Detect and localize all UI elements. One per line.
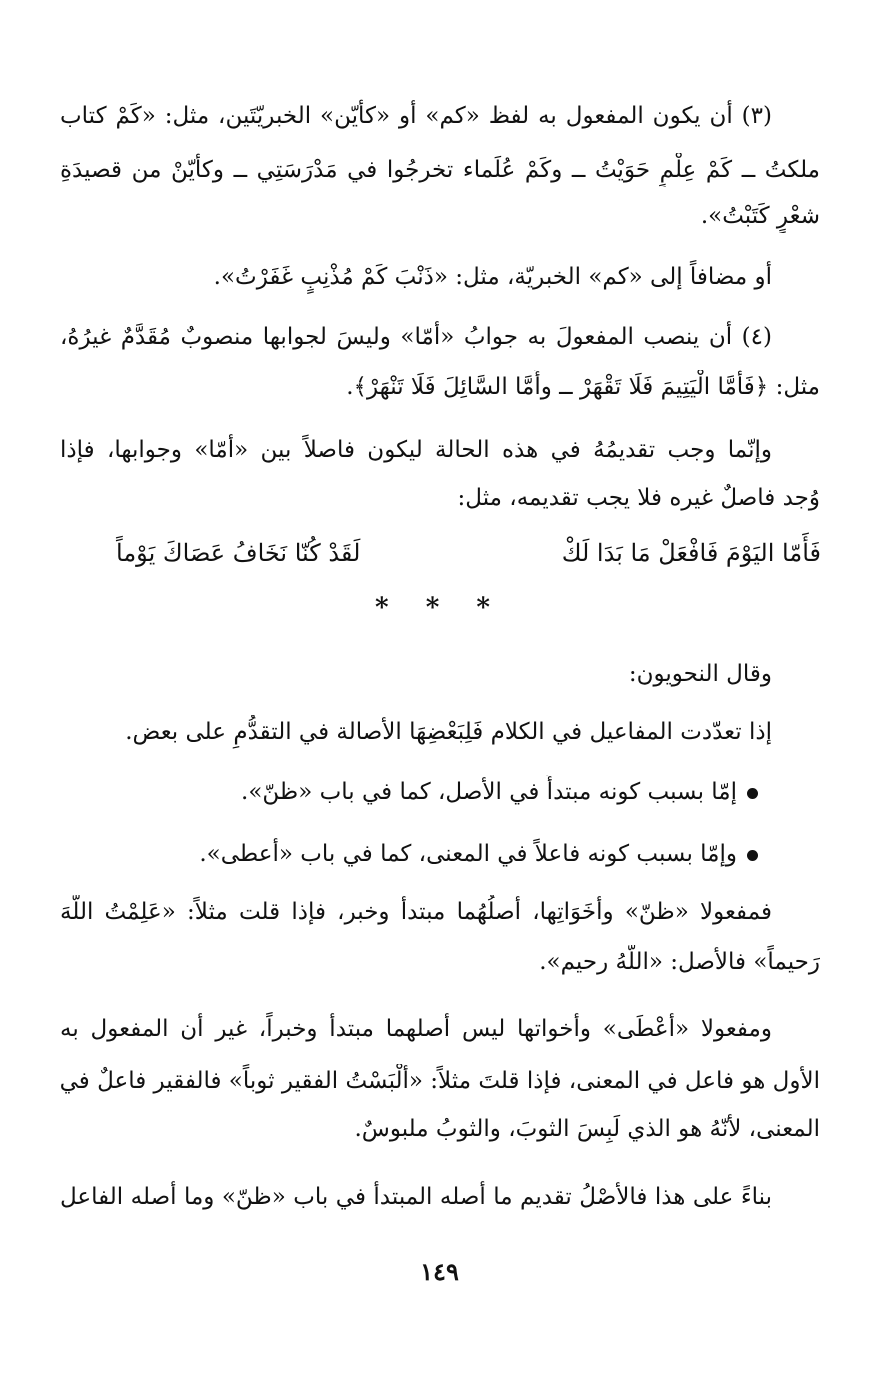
paragraph-3-line-1: (٣) أن يكون المفعول به لفظ «كم» أو «كأيّن» الخبريّتَين، مثل: «كَمْ كتاب	[60, 103, 772, 129]
bullet-item-1	[60, 775, 820, 809]
section-separator: * * *	[375, 593, 504, 623]
paragraph-mafula-ata-line-3: المعنى، لأنّهُ هو الذي لَبِسَ الثوبَ، والثوبُ ملبوسٌ.	[354, 1116, 820, 1142]
paragraph-mafula-zanna-line-2: رَحيماً» فالأصل: «اللّهُ رحيم».	[539, 949, 820, 975]
paragraph-3-line-2: ملكتُ ــ كَمْ عِلْمٍ حَوَيْتُ ــ وكَمْ عُلَماء تخرجُوا في مَدْرَسَتِي ــ وكأيّنْ من قصيدَةِ	[60, 157, 820, 183]
bullet-item-1-text: إمّا بسبب كونه مبتدأً في الأصل، كما في باب «ظنّ».	[241, 779, 737, 805]
bullet-dot-icon	[747, 850, 758, 861]
paragraph-4-line-2: مثل: ﴿فَأَمَّا الْيَتِيمَ فَلَا تَقْهَرْ ــ وأَمَّا السَّائِلَ فَلَا تَنْهَرْ﴾.	[346, 374, 820, 400]
paragraph-3-line-3: شعْرٍ كَتَبْتُ».	[700, 203, 820, 229]
paragraph-wainnama-line-1: وإنّما وجب تقديمُهُ في هذه الحالة ليكون فاصلاً بين «أمّا» وجوابها، فإذا	[60, 437, 772, 463]
paragraph-mafula-ata-line-1: ومفعولا «أعْطَى» وأخواتها ليس أصلهما مبتدأ وخبراً، غير أن المفعول به	[60, 1016, 772, 1042]
paragraph-mudaf-line-1: أو مضافاً إلى «كم» الخبريّة، مثل: «ذَنْبَ كَمْ مُذْنِبٍ غَفَرْتُ».	[213, 264, 772, 290]
paragraph-nahwiyun: وقال النحويون:	[628, 661, 772, 687]
bullet-dot-icon	[747, 788, 758, 799]
page-number: ١٤٩	[420, 1257, 459, 1286]
bullet-item-2	[60, 837, 820, 871]
paragraph-mafula-ata-line-2: الأول هو فاعل في المعنى، فإذا قلتَ مثلاً: «ألْبَسْتُ الفقير ثوباً» فالفقير فاعلٌ في	[60, 1068, 820, 1094]
paragraph-4-line-1: (٤) أن ينصب المفعولَ به جوابُ «أمّا» وليسَ لجوابها منصوبٌ مُقَدَّمٌ غيرُهُ،	[60, 324, 772, 350]
paragraph-idha: إذا تعدّدت المفاعيل في الكلام فَلِبَعْضِهَا الأصالة في التقدُّمِ على بعض.	[125, 719, 772, 745]
verse-second-hemistich: فَأَمّا اليَوْمَ فَافْعَلْ مَا بَدَا لَكْ	[561, 539, 821, 567]
verse-first-hemistich: لَقَدْ كُنّا نَخَافُ عَصَاكَ يَوْماً	[116, 539, 361, 567]
paragraph-wainnama-line-2: وُجد فاصلٌ غيره فلا يجب تقديمه، مثل:	[457, 485, 820, 511]
paragraph-mafula-zanna-line-1: فمفعولا «ظنّ» وأخَوَاتِها، أصلُهُما مبتدأ وخبر، فإذا قلت مثلاً: «عَلِمْتُ اللّهَ	[60, 899, 772, 925]
bullet-item-2-text: وإمّا بسبب كونه فاعلاً في المعنى، كما في باب «أعطى».	[199, 841, 737, 867]
paragraph-binaan-line-1: بناءً على هذا فالأصْلُ تقديم ما أصله المبتدأ في باب «ظنّ» وما أصله الفاعل	[60, 1184, 772, 1210]
